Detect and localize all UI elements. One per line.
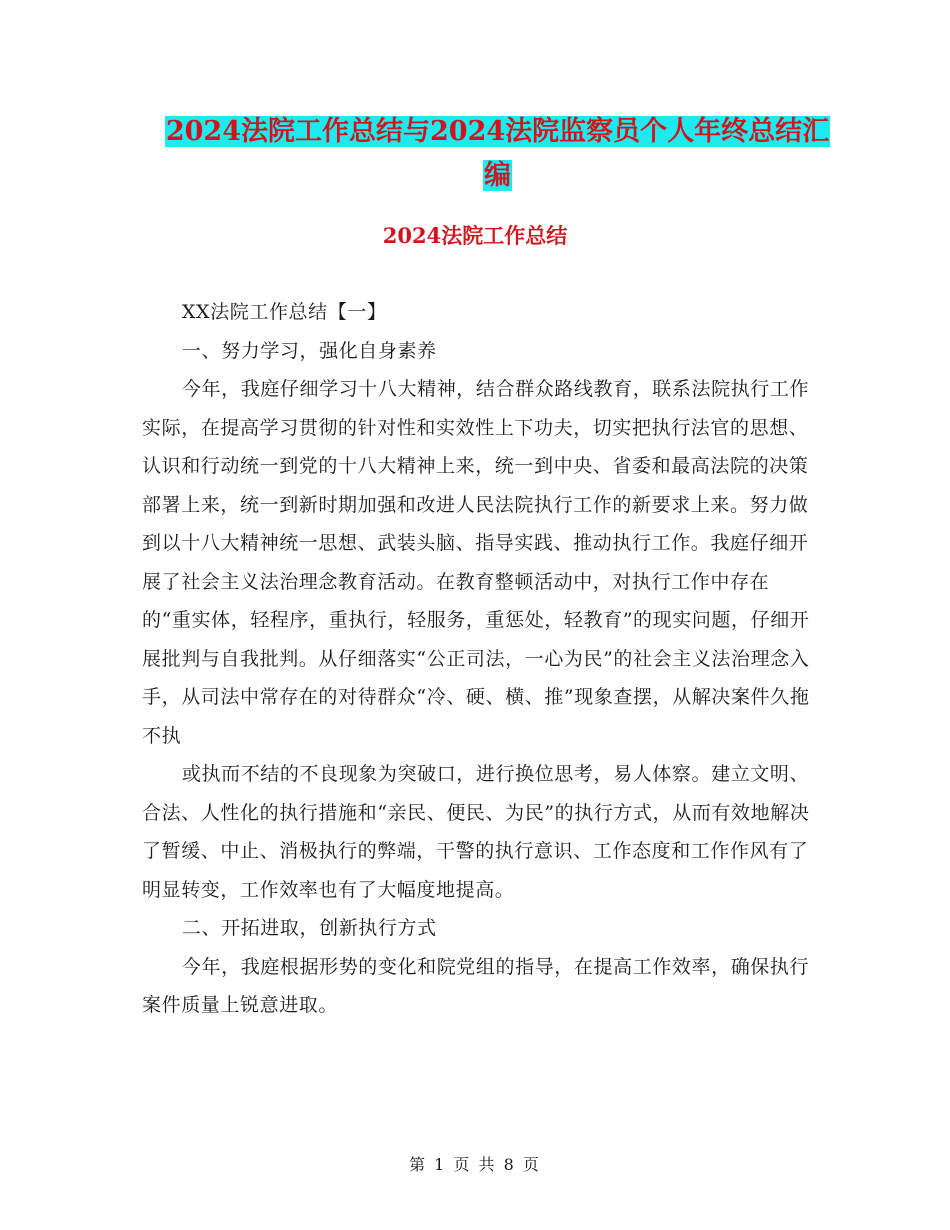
- paragraph-body: 今年，我庭仔细学习十八大精神，结合群众路线教育，联系法院执行工作实际，在提高学习贯彻的针对性和实效性上下功夫，切实把执行法官的思想、认识和行动统一到党的十八大精神上来，统一到中央、省委和最高法院的决策部署上来，统一到新时期加强和改进人民法院执行工作的新要求上来。努力做到以十八大精神统一思想、武装头脑、指导实践、推动执行工作。我庭仔细开展了社会主义法治理念教育活动。在教育整顿活动中，对执行工作中存在的“重实体，轻程序，重执行，轻服务，重惩处，轻教育”的现实问题，仔细开展批判与自我批判。从仔细落实“公正司法，一心为民”的社会主义法治理念入手，从司法中常存在的对待群众“冷、硬、横、推”现象查摆，从解决案件久拖不执: [142, 378, 810, 747]
- paragraph-heading-xx: XX法院工作总结【一】: [181, 301, 387, 323]
- document-title: [140, 110, 855, 198]
- document-body: [142, 293, 810, 1025]
- paragraph-body: 或执而不结的不良现象为突破口，进行换位思考，易人体察。建立文明、合法、人性化的执行措施和“亲民、便民、为民”的执行方式，从而有效地解决了暂缓、中止、消极执行的弊端，干警的执行意识、工作态度和工作作风有了明显转变，工作效率也有了大幅度地提高。: [142, 763, 810, 901]
- section-title: 2024法院工作总结: [382, 223, 568, 248]
- paragraph-body: 今年，我庭根据形势的变化和院党组的指导，在提高工作效率，确保执行案件质量上锐意进取。: [142, 955, 810, 1016]
- paragraph-heading-1: 一、努力学习，强化自身素养: [181, 339, 437, 362]
- paragraph-heading-2: 二、开拓进取，创新执行方式: [181, 917, 437, 939]
- document-title-line2: 编: [484, 160, 511, 191]
- page-footer: 第 1 页 共 8 页: [409, 1155, 541, 1174]
- document-title-line1: 2024法院工作总结与2024法院监察员个人年终总结汇: [165, 116, 830, 147]
